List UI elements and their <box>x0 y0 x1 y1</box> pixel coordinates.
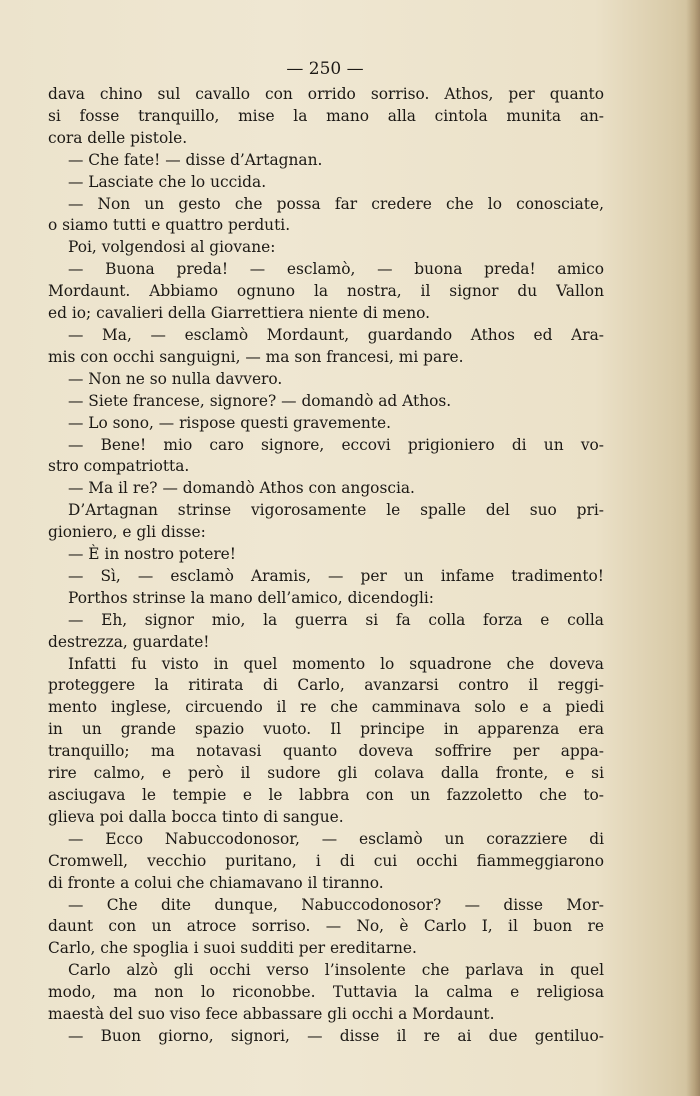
text-line: — Che dite dunque, Nabuccodonosor? — disse Mor- <box>68 895 604 914</box>
text-line: mis con occhi sanguigni, — ma son francesi, mi pare. <box>48 347 464 366</box>
text-line: modo, ma non lo riconobbe. Tuttavia la calma e religiosa <box>48 983 604 1002</box>
body-text <box>48 84 604 1048</box>
text-line: D’Artagnan strinse vigorosamente le spalle del suo pri- <box>68 501 604 520</box>
text-line: in un grande spazio vuoto. Il principe in apparenza era <box>48 720 604 739</box>
text-line: tranquillo; ma notavasi quanto doveva soffrire per appa- <box>48 742 604 761</box>
text-line: Mordaunt. Abbiamo ognuno la nostra, il signor du Vallon <box>48 282 604 301</box>
text-line: Carlo, che spoglia i suoi sudditi per ereditarne. <box>48 939 417 958</box>
text-line: Porthos strinse la mano dell’amico, dicendogli: <box>68 588 434 607</box>
text-line: proteggere la ritirata di Carlo, avanzarsi contro il reggi- <box>48 676 604 695</box>
text-line: Poi, volgendosi al giovane: <box>68 238 276 257</box>
text-line: — Non ne so nulla davvero. <box>68 369 283 388</box>
text-line: — Lasciate che lo uccida. <box>68 172 267 191</box>
text-line: destrezza, guardate! <box>48 632 210 651</box>
text-line: — Che fate! — disse d’Artagnan. <box>68 150 323 169</box>
text-line: di fronte a colui che chiamavano il tiranno. <box>48 873 384 892</box>
text-line: dava chino sul cavallo con orrido sorriso. Athos, per quanto <box>48 85 604 103</box>
text-line: — Ecco Nabuccodonosor, — esclamò un corazziere di <box>68 829 604 848</box>
text-line: daunt con un atroce sorriso. — No, è Carlo I, il buon re <box>48 917 604 936</box>
text-line: asciugava le tempie e le labbra con un fazzoletto che to- <box>48 786 604 804</box>
text-line: Cromwell, vecchio puritano, i di cui occhi fiammeggiarono <box>48 851 604 870</box>
text-line: — Ma, — esclamò Mordaunt, guardando Athos ed Ara- <box>68 325 604 344</box>
text-line: glieva poi dalla bocca tinto di sangue. <box>48 807 344 826</box>
page-number: — 250 — <box>286 59 364 79</box>
text-line: mento inglese, circuendo il re che camminava solo e a piedi <box>48 698 604 717</box>
text-line: — Ma il re? — domandò Athos con angoscia. <box>68 479 415 498</box>
text-line: maestà del suo viso fece abbassare gli occhi a Mordaunt. <box>48 1005 495 1024</box>
text-line: o siamo tutti e quattro perduti. <box>48 216 291 235</box>
text-line: rire calmo, e però il sudore gli colava dalla fronte, e si <box>48 764 604 783</box>
text-line: — Siete francese, signore? — domandò ad Athos. <box>68 391 452 410</box>
text-line: — Bene! mio caro signore, eccovi prigioniero di un vo- <box>68 435 604 454</box>
text-line: si fosse tranquillo, mise la mano alla cintola munita an- <box>48 106 604 125</box>
text-line: — Lo sono, — rispose questi gravemente. <box>68 413 392 432</box>
text-line: — Non un gesto che possa far credere che lo conosciate, <box>68 194 604 213</box>
text-line: — Buona preda! — esclamò, — buona preda! amico <box>68 260 604 279</box>
text-line: gioniero, e gli disse: <box>48 523 206 542</box>
text-line: ed io; cavalieri della Giarrettiera niente di meno. <box>48 304 431 323</box>
text-line: Carlo alzò gli occhi verso l’insolente che parlava in quel <box>68 961 604 980</box>
text-line: — È in nostro potere! <box>68 545 236 564</box>
text-line: Infatti fu visto in quel momento lo squadrone che doveva <box>68 654 604 673</box>
text-line: stro compatriotta. <box>48 457 190 476</box>
text-line: cora delle pistole. <box>48 128 188 147</box>
page-edge-shadow <box>686 0 700 1096</box>
text-line: — Buon giorno, signori, — disse il re ai due gentiluo- <box>68 1026 604 1045</box>
text-line: — Eh, signor mio, la guerra si fa colla forza e colla <box>68 610 604 629</box>
text-line: — Sì, — esclamò Aramis, — per un infame tradimento! <box>68 566 604 585</box>
